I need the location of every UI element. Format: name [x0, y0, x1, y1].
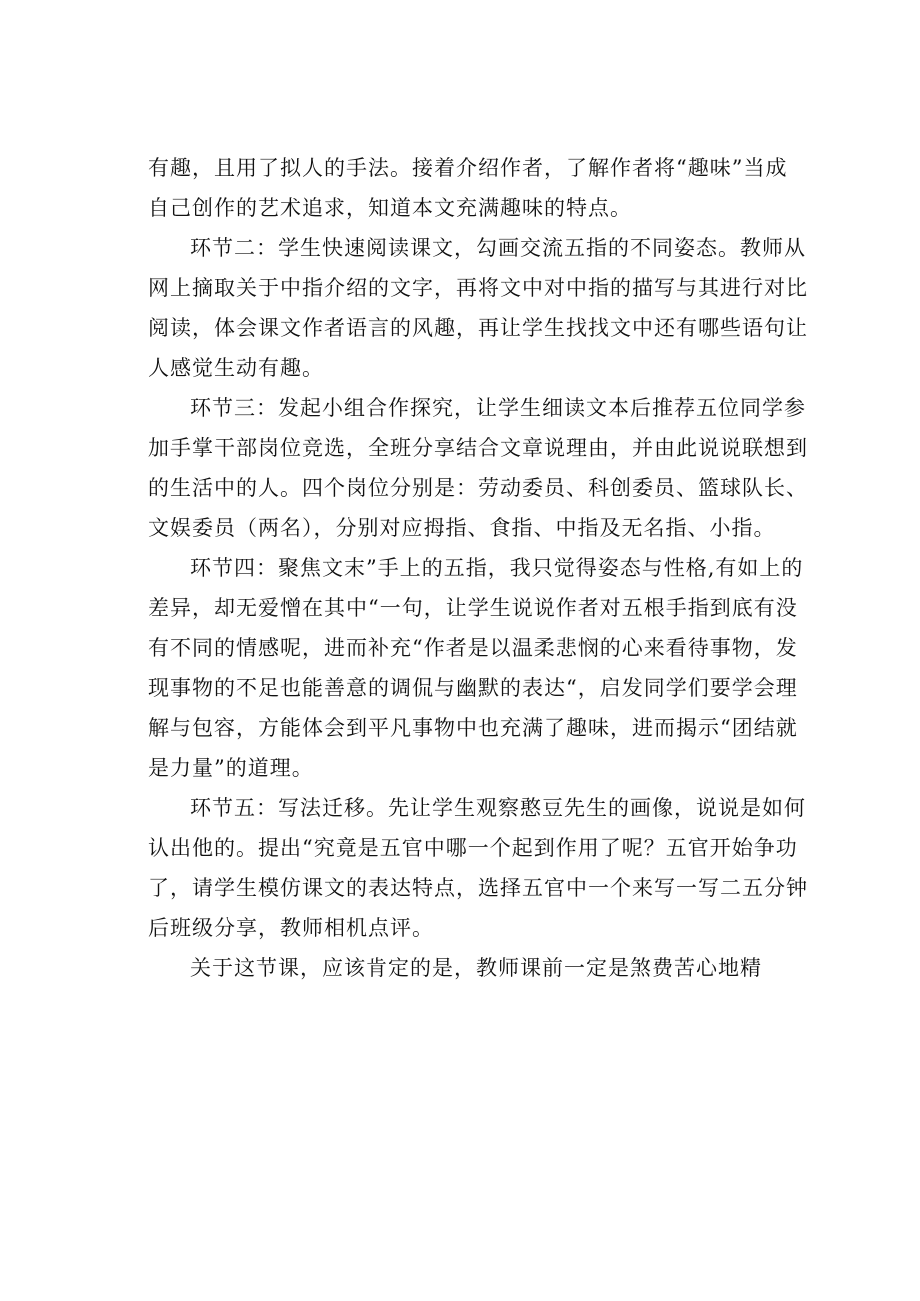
body-text: [148, 148, 808, 988]
paragraph-evaluation: 关于这节课，应该肯定的是，教师课前一定是煞费苦心地精: [190, 956, 762, 980]
paragraph-step-two: 环节二：学生快速阅读课文，勾画交流五指的不同姿态。教师从网上摘取关于中指介绍的文字，再将文中对中指的描写与其进行对比阅读，体会课文作者语言的风趣，再让学生找找文中还有哪些语句让人感觉生动有趣。: [148, 236, 808, 380]
paragraph-step-five: 环节五：写法迁移。先让学生观察憨豆先生的画像，说说是如何认出他的。提出“究竟是五官中哪一个起到作用了呢？五官开始争功了，请学生模仿课文的表达特点，选择五官中一个来写一写二五分钟后班级分享，教师相机点评。: [148, 796, 808, 940]
paragraph-step-four: 环节四：聚焦文末”手上的五指，我只觉得姿态与性格,有如上的差异，却无爱憎在其中“一句，让学生说说作者对五根手指到底有没有不同的情感呢，进而补充“作者是以温柔悲悯的心来看待事物，发现事物的不足也能善意的调侃与幽默的表达“，启发同学们要学会理解与包容，方能体会到平凡事物中也充满了趣味，进而揭示“团结就是力量”的道理。: [148, 556, 804, 780]
paragraph-continued: 有趣，且用了拟人的手法。接着介绍作者，了解作者将“趣味”当成自己创作的艺术追求，知道本文充满趣味的特点。: [148, 156, 788, 220]
paragraph-step-three: 环节三：发起小组合作探究，让学生细读文本后推荐五位同学参加手掌干部岗位竞选，全班分享结合文章说理由，并由此说说联想到的生活中的人。四个岗位分别是：劳动委员、科创委员、篮球队长、文娱委员（两名），分别对应拇指、食指、中指及无名指、小指。: [148, 396, 808, 540]
